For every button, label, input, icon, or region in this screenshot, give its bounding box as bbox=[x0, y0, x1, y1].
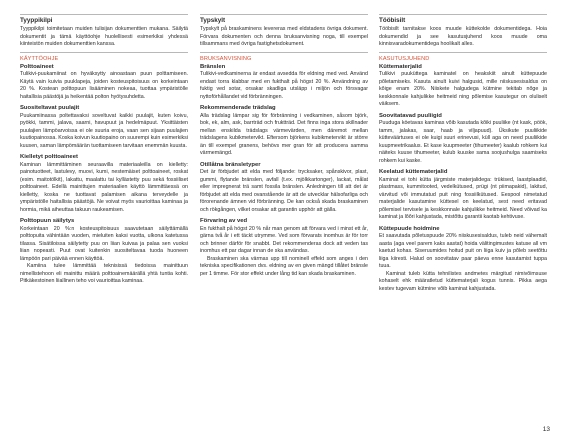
paragraph: Korkeintaan 20 %:n kosteuspitoisuus saavutetaan säilyttämällä polttopuita vähintään vuoden, mieluiten kaksi vuotta, ulkona katetussa tilassa. Sisätiloissa säilytetty puu on liian kuivaa ja palaa sen vuoksi liian nopeasti. Puut ovat kuitenkin suositeltavaa tuoda huoneen lämpöön pari päivää ennen käyttöä. bbox=[20, 225, 188, 262]
divider bbox=[20, 14, 188, 15]
heading: Kielletyt polttoaineet bbox=[20, 154, 78, 160]
divider bbox=[379, 52, 547, 53]
paragraph: Braskaminen ska värmas upp till nominell effekt som anges i den tekniska specifikationen dvs. eldning av en given mängd tillåtet bränsle per 1 timme. För stor effekt under lång tid kan skada braskaminen. bbox=[200, 255, 368, 277]
heading: Bränslen bbox=[200, 63, 226, 70]
paragraph: Puuduga köetavas kaminas võib kasutada kõiki puuliike (nt kask, pöök, tamm, jalakas, saar, haab ja viljapuud). Üksikute puuliikide kütteväärtuses ei ole kuigi suuri erinevusi, küll aga on need puuliikide kuupmeetrikaalus. Et kase kuupmeeter (tihumeeter) kaalub rohkem kui näiteks kuuse tihumeeter, kulub kuuske sama soojushulga saamiseks rohkem kui kaske. bbox=[379, 120, 547, 164]
column-title: Tyyppikilpi bbox=[20, 17, 53, 24]
heading: Otillåtna bränsletyper bbox=[200, 161, 261, 168]
heading: Soovitatavad puuliigid bbox=[379, 112, 442, 119]
paragraph: Kaminan lämmittäminen seuraavilla materiaaleilla on kielletty: painotuotteet, lastulevy, muovi, kumi, nestemäiset polttoaineet, roskat (esim. maitotölkit), lakattu, maalattu tai kyllästetty puu sekä fossiiliset polttoaineet. Edellä mainittujen materiaalien käyttö lämmittäessä on kielletty, koska ne tuottavat palamisen aikana terveydelle ja ympäristölle haitallisia päästöjä. Ne voivat myös vaurioittaa kaminaa ja hormia, mikä aiheuttaa takuun raukeamisen. bbox=[20, 161, 188, 213]
paragraph: Tulikivi-puukamiinat on hyväksytty ainoastaan puun polttamiseen. Käytä vain kuivia puuklapeja, joiden kosteuspitoisuus on korkeintaan 20 %. Kostean polttopuun lisääminen nokeaa, tuottaa ympäristölle haitallisia päästöjä ja heikentää polton hyötysuhdetta. bbox=[20, 71, 188, 100]
section-label: KASUTUSJUHEND bbox=[379, 55, 430, 62]
column-estonian bbox=[379, 14, 547, 293]
heading: Förvaring av ved bbox=[200, 218, 248, 224]
column-title: Typskylt bbox=[200, 17, 226, 24]
heading: Rekommenderade trädslag bbox=[200, 105, 276, 111]
intro-text: Tööbisilt tarnitakse koos muude küttekolde dokumentidega. Hoia dokumendid ja see kasutusjuhend koos muude oma kinnisvaradokumentidega hoolikalt alles. bbox=[379, 26, 547, 47]
section-label: BRUKSANVISNING bbox=[200, 55, 252, 62]
divider bbox=[200, 52, 368, 53]
paragraph: Kamiina tulee lämmittää teknisissä tiedoissa mainittuun nimellistehoon eli mainittu määrä polttoainemäärällä yhtä tuntia kohti. Pitkäkestoinen liiallinen teho voi vaurioittaa kaminaa. bbox=[20, 263, 188, 284]
column-finnish bbox=[20, 14, 188, 286]
heading: Polttopuun säilytys bbox=[20, 218, 75, 224]
page-number: 13 bbox=[542, 426, 550, 433]
paragraph: Alla trädslag lämpar sig för förbränning i vedkaminen, såsom björk, bok, ek, alm, ask, barrträd och fruktträd. Det finns inga stora skillnader mellan enskilda trädslags värmevärden, men däremot mellan trädslagens kubikmetervikt. Eftersom björkens kubikmetervikt är större än till exempel granens, behövs mer gran för att producera samma värmemängd. bbox=[200, 112, 368, 156]
column-swedish bbox=[200, 14, 368, 278]
paragraph: En fukthalt på högst 20 % når man genom att förvara ved i minst ett år, gärna två år i ett täckt utrymme. Ved som förvarats inomhus är för torr och brinner därför för snabbt. Det rekommenderas dock att veden tas inomhus ett par dagar innan de ska användas. bbox=[200, 225, 368, 254]
heading: Suositeltavat puulajit bbox=[20, 105, 80, 111]
paragraph: Kaminat ei tohi kütta järgmiste materjalidega: trükised, laastplaadid, plastmass, kummitooted, vedelkütused, prügi (nt piimapakid), lakitud, värvitud või immutatud puit ning fossiilkütused. Eespool nimetatud materjalide kasutamine küttesel on keelatud, sest need eritavad põlemisel tervisele ja keskkonnale kahjulikke heitmeid. Need võivad ka kaminat ja lõõri kahjustada, mistõttu garantii kaotab kehtivuse. bbox=[379, 176, 547, 220]
divider bbox=[20, 52, 188, 53]
paragraph: Tulikivi puuküttega kaminatel on heakskiit ainult küttepuude põletamiseks. Kasuta ainult kuivi halgusid, mille niiskusesisaldus on kõige enam 20%. Niiskete halgudega kütmine tekitab nõge ja keskkonnale kahjulikke heitmeid ning põlemise kasutegur on oluliselt väiksem. bbox=[379, 71, 547, 107]
paragraph: Kaminat tuleb kütta tehnilistes andmetes märgitud nimivõimsuse kohaselt ehk määratletud küttematerjali kogus tunnis. Pikka aega kestev tugevam kütmine võib kaminat kahjustada. bbox=[379, 270, 547, 292]
heading: Keelatud küttematerjalid bbox=[379, 169, 448, 175]
paragraph: Det är förbjudet att elda med följande: trycksaker, spånskivor, plast, gummi, flytande bränslen, avfall (t.ex. mjölkkartonger), lackat, målat eller impregnerat trä samt fossila bränslen. Anledningen till att det är förbjudet att elda med ovanstående är att de utvecklar hälsofarliga och förorenande ämnen vid förbränning. De kan också skada braskaminen och rökgången, vilket orsakar att garantin upphör att gälla. bbox=[200, 169, 368, 213]
column-title: Tööbisilt bbox=[379, 17, 406, 24]
heading: Polttoaineet bbox=[20, 63, 54, 70]
divider bbox=[200, 14, 368, 15]
intro-text: Typskylt på braskaminens levereras med eldstadens övriga dokument. Förvara dokumenten och denna bruksanvisning noga, till exempel tillsammans med övriga fastighetsdokument. bbox=[200, 26, 368, 47]
heading: Küttematerjalid bbox=[379, 63, 422, 70]
paragraph: Et saavutada põletuspuude 20% niiskusesisaldus, tuleb neid vähemalt aasta (aga veel parem kaks aastat) hoida välitingimustes katuse all vm kaetud kohas. Siseruumides hoitud puit on liiga kuiv ja põleb seetõttu liiga kiiresti. Halud on soovitatav paar päeva enne kasutamist tuppa tuua. bbox=[379, 233, 547, 269]
section-label: KÄYTTÖOHJE bbox=[20, 55, 59, 62]
paragraph: Tulikivi-vedkaminerna är endast avsedda för eldning med ved. Använd endast torra klabbar med en fukthalt på högst 20 %. Användning av fuktig ved sotar, orsakar skadliga utsläpp i miljön och försvagar nyttoförhållandet vid förbränningen. bbox=[200, 71, 368, 100]
heading: Küttepuude hoidmine bbox=[379, 225, 440, 232]
paragraph: Puukamiinassa poltettavaksi soveltuvat kaikki puulajit, kuten koivu, pyökki, tammi, jalava, saarni, havupuut ja hedelmäpuut. Yksittäisten puulajien lämpöarvoissa ei ole suuria eroja, vaan sen sijaan puulajien kuutiopainossa. Koska koivun kuutiopaino on suurempi kuin esimerkiksi kuusen, saman lämpömäärän tuottamiseen tarvitaan enemmän kuusta. bbox=[20, 112, 188, 149]
divider bbox=[379, 14, 547, 15]
intro-text: Tyyppikilpi toimitetaan muiden tulisijan dokumenttien mukana. Säilytä dokumentit ja tämä käyttöohje huolellisesti esimerkiksi yhdessä kiinteistön muiden dokumenttien kanssa. bbox=[20, 26, 188, 47]
